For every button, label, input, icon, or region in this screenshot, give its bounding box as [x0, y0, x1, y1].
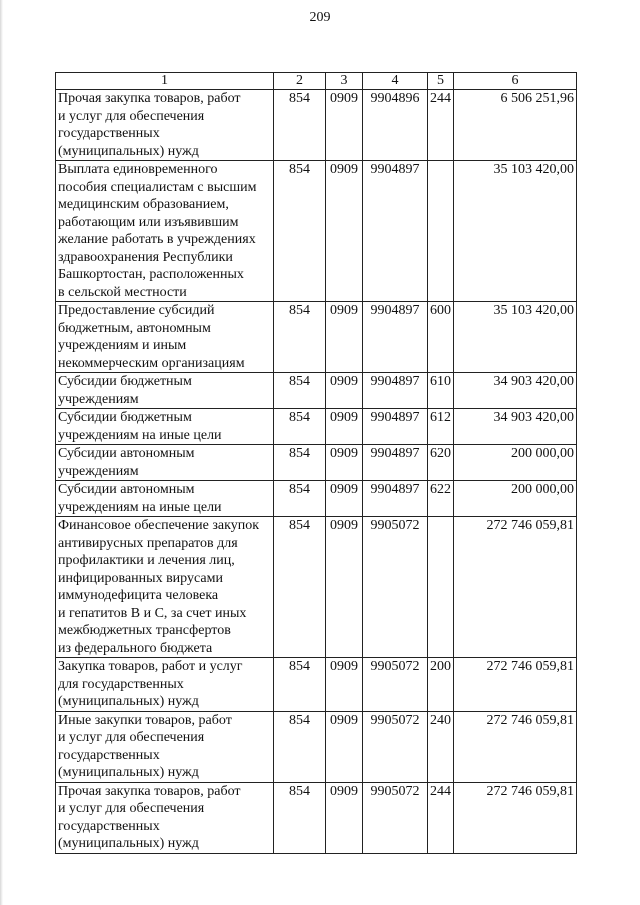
- header-cell: 2: [274, 73, 326, 90]
- table-row: [56, 517, 577, 658]
- row-target-code: 9904897: [363, 445, 428, 481]
- table-row: [56, 782, 577, 853]
- row-name: Прочая закупка товаров, работ и услуг для обеспечения государственных (муниципальных) нужд: [56, 90, 274, 161]
- row-amount: 34 903 420,00: [454, 409, 577, 445]
- page-number: 209: [309, 10, 331, 25]
- row-target-code: 9905072: [363, 517, 428, 658]
- row-section-code: 0909: [326, 373, 363, 409]
- row-name: Субсидии автономным учреждениям на иные цели: [56, 481, 274, 517]
- row-expense-type: 240: [428, 711, 454, 782]
- row-name: Выплата единовременного пособия специалистам с высшим медицинским образованием, работающим или изъявившим желание работать в учреждениях здравоохранения Республики Башкортостан, расположенных в сельской местности: [56, 161, 274, 302]
- table-row: [56, 445, 577, 481]
- row-ministry-code: 854: [274, 90, 326, 161]
- header-cell: 1: [56, 73, 274, 90]
- row-ministry-code: 854: [274, 481, 326, 517]
- row-amount: 200 000,00: [454, 445, 577, 481]
- row-section-code: 0909: [326, 90, 363, 161]
- scan-edge: [0, 0, 3, 905]
- row-section-code: 0909: [326, 161, 363, 302]
- row-ministry-code: 854: [274, 302, 326, 373]
- row-section-code: 0909: [326, 711, 363, 782]
- row-target-code: 9904897: [363, 481, 428, 517]
- row-name: Субсидии бюджетным учреждениям на иные цели: [56, 409, 274, 445]
- row-expense-type: 612: [428, 409, 454, 445]
- row-section-code: 0909: [326, 782, 363, 853]
- row-ministry-code: 854: [274, 373, 326, 409]
- row-target-code: 9904897: [363, 409, 428, 445]
- table-row: [56, 161, 577, 302]
- row-amount: 35 103 420,00: [454, 302, 577, 373]
- row-name: Закупка товаров, работ и услуг для государственных (муниципальных) нужд: [56, 658, 274, 712]
- row-name: Субсидии бюджетным учреждениям: [56, 373, 274, 409]
- row-expense-type: 244: [428, 90, 454, 161]
- row-amount: 35 103 420,00: [454, 161, 577, 302]
- table-row: [56, 658, 577, 712]
- row-ministry-code: 854: [274, 445, 326, 481]
- row-section-code: 0909: [326, 481, 363, 517]
- row-expense-type: 610: [428, 373, 454, 409]
- header-cell: 5: [428, 73, 454, 90]
- table-row: [56, 711, 577, 782]
- row-name: Предоставление субсидий бюджетным, автономным учреждениям и иным некоммерческим организациям: [56, 302, 274, 373]
- row-amount: 200 000,00: [454, 481, 577, 517]
- row-target-code: 9904896: [363, 90, 428, 161]
- row-name: Субсидии автономным учреждениям: [56, 445, 274, 481]
- table-row: [56, 481, 577, 517]
- row-target-code: 9904897: [363, 161, 428, 302]
- row-ministry-code: 854: [274, 517, 326, 658]
- row-target-code: 9905072: [363, 782, 428, 853]
- row-amount: 272 746 059,81: [454, 782, 577, 853]
- table-row: [56, 409, 577, 445]
- row-name: Иные закупки товаров, работ и услуг для обеспечения государственных (муниципальных) нужд: [56, 711, 274, 782]
- row-target-code: 9905072: [363, 711, 428, 782]
- header-cell: 3: [326, 73, 363, 90]
- row-section-code: 0909: [326, 409, 363, 445]
- row-ministry-code: 854: [274, 161, 326, 302]
- row-ministry-code: 854: [274, 409, 326, 445]
- row-expense-type: [428, 517, 454, 658]
- row-section-code: 0909: [326, 302, 363, 373]
- row-target-code: 9905072: [363, 658, 428, 712]
- row-expense-type: 200: [428, 658, 454, 712]
- row-ministry-code: 854: [274, 711, 326, 782]
- row-target-code: 9904897: [363, 302, 428, 373]
- row-expense-type: 620: [428, 445, 454, 481]
- header-cell: 6: [454, 73, 577, 90]
- budget-table: [55, 72, 577, 854]
- table-row: [56, 90, 577, 161]
- row-amount: 272 746 059,81: [454, 658, 577, 712]
- row-expense-type: 244: [428, 782, 454, 853]
- row-expense-type: 622: [428, 481, 454, 517]
- row-amount: 6 506 251,96: [454, 90, 577, 161]
- row-expense-type: 600: [428, 302, 454, 373]
- row-name: Финансовое обеспечение закупок антивирусных препаратов для профилактики и лечения лиц, инфицированных вирусами иммунодефицита человека и гепатитов В и С, за счет иных межбюджетных трансфертов из федерального бюджета: [56, 517, 274, 658]
- row-section-code: 0909: [326, 658, 363, 712]
- table-row: [56, 302, 577, 373]
- row-section-code: 0909: [326, 445, 363, 481]
- row-ministry-code: 854: [274, 782, 326, 853]
- row-expense-type: [428, 161, 454, 302]
- row-amount: 34 903 420,00: [454, 373, 577, 409]
- header-cell: 4: [363, 73, 428, 90]
- table-row: [56, 373, 577, 409]
- row-amount: 272 746 059,81: [454, 517, 577, 658]
- row-name: Прочая закупка товаров, работ и услуг для обеспечения государственных (муниципальных) нужд: [56, 782, 274, 853]
- row-target-code: 9904897: [363, 373, 428, 409]
- row-section-code: 0909: [326, 517, 363, 658]
- row-ministry-code: 854: [274, 658, 326, 712]
- table-header-row: [56, 73, 577, 90]
- row-amount: 272 746 059,81: [454, 711, 577, 782]
